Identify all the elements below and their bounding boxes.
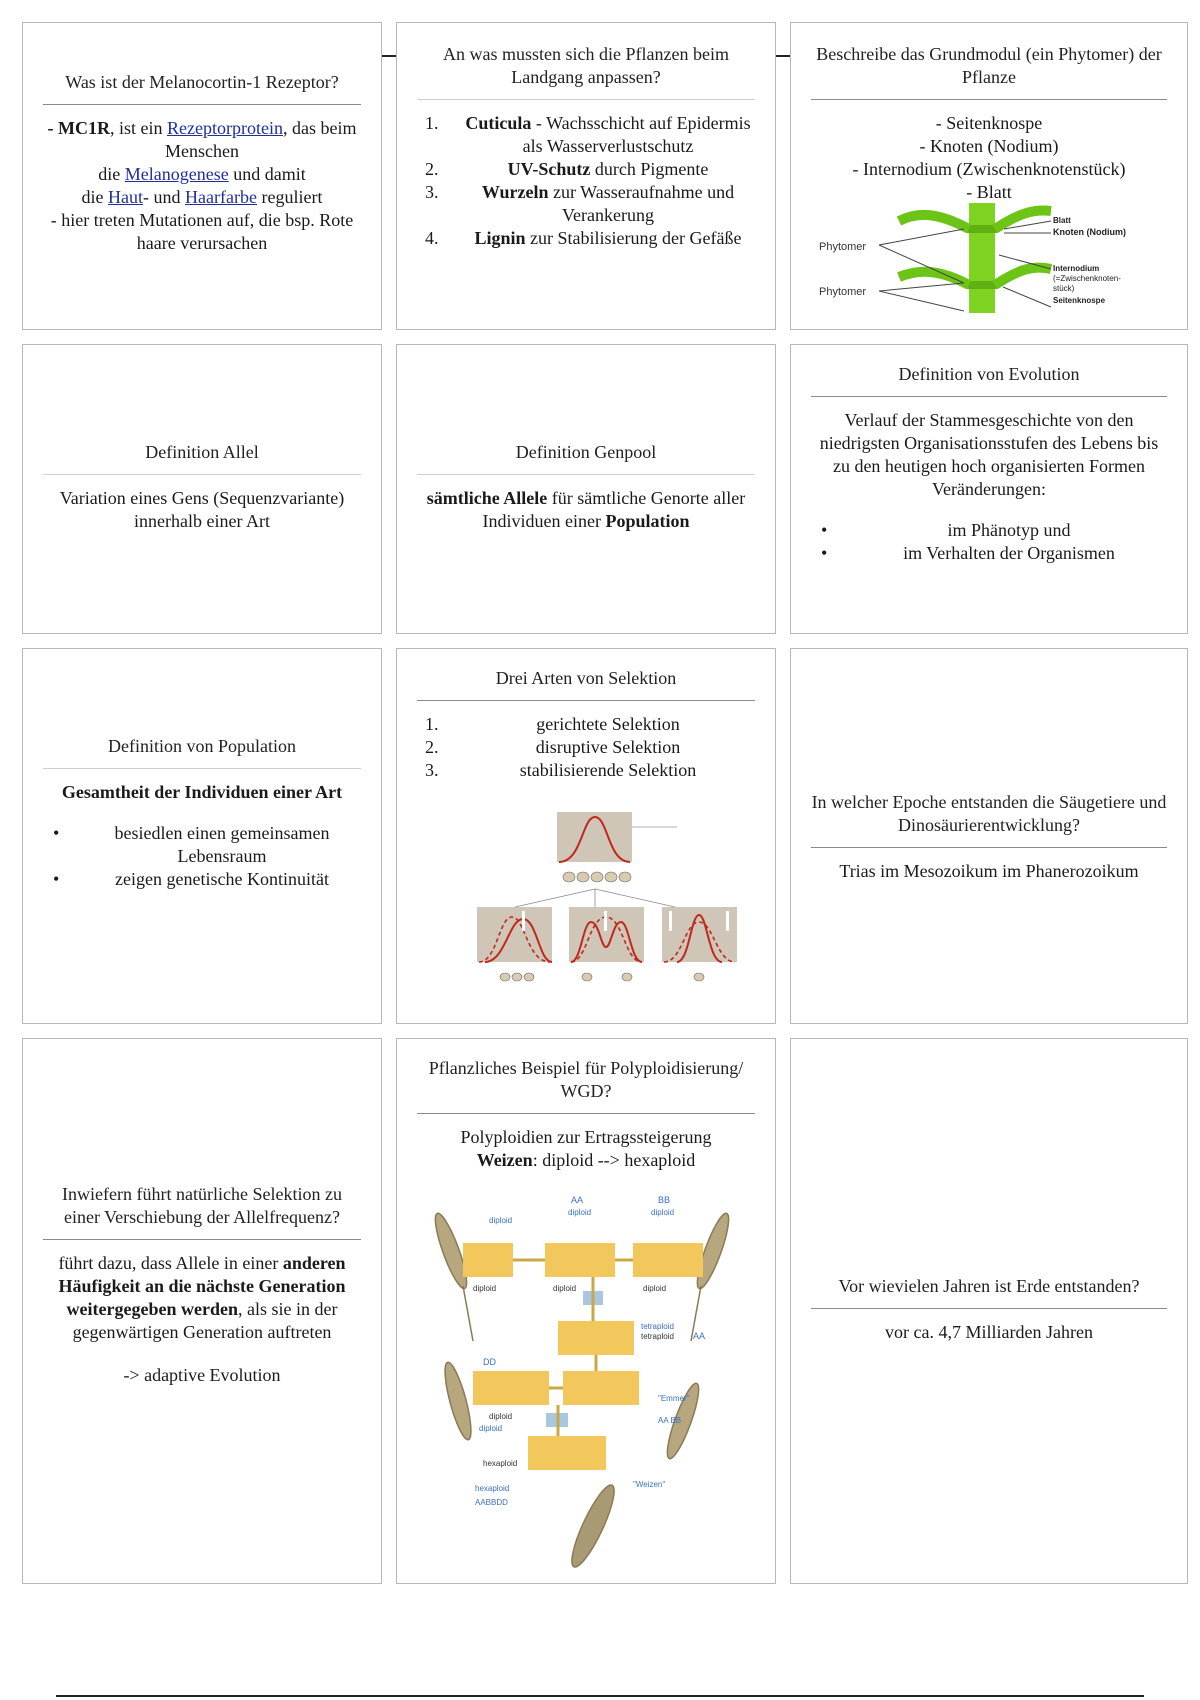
diagram-label: Knoten (Nodium)	[1053, 227, 1126, 237]
link-melanogenese[interactable]: Melanogenese	[124, 164, 229, 185]
diagram-label: DD	[483, 1357, 496, 1367]
item-text: besiedlen einen gemeinsamen Lebensraum	[114, 823, 330, 867]
species-box	[633, 1243, 703, 1277]
diagram-label: Phytomer	[819, 286, 867, 298]
answer-text: , das beim Menschen	[165, 118, 357, 162]
bullet-dot: •	[821, 543, 828, 564]
diagram-label: Blatt	[1053, 216, 1071, 225]
answer-text: führt dazu, dass Allele in einer	[58, 1253, 283, 1274]
card-divider	[43, 104, 361, 105]
mice-row	[563, 872, 631, 882]
item-text: zeigen genetische Kontinuität	[115, 869, 329, 890]
diagram-label: hexaploid	[475, 1484, 510, 1493]
item-term: Cuticula	[465, 113, 532, 134]
arrow-line	[515, 889, 595, 907]
item-text: - Wachsschicht auf Epidermis als Wasserverlustschutz	[522, 113, 751, 157]
card-allel	[22, 344, 382, 634]
selection-diagram	[477, 807, 757, 1017]
list-item	[811, 542, 1167, 565]
item-number: 4.	[425, 228, 439, 249]
answer-text: reguliert	[256, 187, 323, 208]
diagram-label: diploid	[568, 1208, 592, 1217]
card-answer	[43, 1252, 361, 1344]
card-polyploid	[396, 1038, 776, 1584]
answer-conclusion: -> adaptive Evolution	[123, 1365, 281, 1386]
list-item	[811, 519, 1167, 542]
diagram-label: (=Zwischenknoten-	[1053, 274, 1121, 283]
card-selektion	[396, 648, 776, 1024]
item-number: 2.	[425, 159, 439, 180]
diagram-label: diploid	[643, 1284, 667, 1293]
card-answer	[43, 117, 361, 255]
answer-line: - Knoten (Nodium)	[919, 136, 1059, 157]
answer-term: Population	[605, 511, 690, 532]
card-mc1r	[22, 22, 382, 330]
wheat-ear-icon	[440, 1360, 476, 1441]
diagram-label: diploid	[553, 1284, 577, 1293]
card-divider	[811, 396, 1167, 397]
item-text: zur Wasseraufnahme und Verankerung	[548, 182, 735, 226]
population-bullets	[43, 822, 361, 891]
list-item	[417, 713, 755, 736]
answer-text: die	[98, 164, 125, 185]
species-box	[563, 1371, 639, 1405]
diagram-label: hexaploid	[483, 1459, 518, 1468]
arrow-line	[595, 889, 675, 907]
card-allelfrequenz	[22, 1038, 382, 1584]
card-divider	[43, 474, 361, 475]
evolution-bullets	[811, 519, 1167, 565]
card-question: Definition von Evolution	[898, 364, 1080, 384]
answer-line	[417, 1149, 755, 1172]
diagram-label: BB	[658, 1195, 671, 1205]
term-mc1r: - MC1R	[47, 118, 110, 139]
item-text: im Phänotyp und	[947, 520, 1071, 541]
list-item	[417, 759, 755, 782]
card-divider	[417, 474, 755, 475]
answer-text: , als sie in der gegenwärtigen Generation auftreten	[72, 1299, 338, 1343]
answer-term: anderen Häufigkeit an die nächste Generation weitergegeben werden	[58, 1253, 346, 1320]
mice-row	[500, 973, 704, 981]
phytomer-diagram	[819, 203, 1159, 323]
species-box	[558, 1321, 634, 1355]
item-term: Wurzeln	[481, 182, 549, 203]
diagram-label: "Emmer"	[658, 1394, 690, 1403]
species-box	[463, 1243, 513, 1277]
wheat-polyploidy-diagram	[433, 1191, 743, 1576]
list-item	[417, 158, 755, 181]
answer-term: sämtliche Allele	[426, 488, 548, 509]
item-number: 2.	[425, 737, 439, 758]
card-divider	[417, 1113, 755, 1114]
answer-text: für sämtliche Genorte aller Individuen einer	[482, 488, 746, 532]
card-answer: Verlauf der Stammesgeschichte von den niedrigsten Organisationsstufen des Lebens bis zu den heutigen hoch organisierten Formen Veränderungen:	[819, 410, 1159, 500]
label-pointer	[1003, 287, 1051, 307]
diagram-label: diploid	[479, 1424, 503, 1433]
phytomer-pointer	[879, 245, 964, 283]
card-question: Definition Genpool	[515, 442, 657, 462]
item-number: 3.	[425, 760, 439, 781]
answer-line: - Internodium (Zwischenknotenstück)	[852, 159, 1126, 180]
card-answer: Gesamtheit der Individuen einer Art	[61, 782, 343, 803]
adaptation-list	[417, 112, 755, 250]
card-question: Vor wievielen Jahren ist Erde entstanden?	[838, 1276, 1140, 1296]
card-erde	[790, 1038, 1188, 1584]
item-number: 1.	[425, 113, 439, 134]
diagram-label: diploid	[651, 1208, 675, 1217]
answer-term: Weizen	[476, 1150, 533, 1171]
bullet-dot: •	[53, 823, 60, 844]
card-landgang	[396, 22, 776, 330]
answer-line: - Seitenknospe	[935, 113, 1043, 134]
bullet-dot: •	[53, 869, 60, 890]
card-divider	[811, 99, 1167, 100]
card-question: An was mussten sich die Pflanzen beim Landgang anpassen?	[443, 44, 729, 88]
card-divider	[811, 1308, 1167, 1309]
answer-text: - und	[143, 187, 186, 208]
answer-text: , ist ein	[110, 118, 167, 139]
card-phytomer	[790, 22, 1188, 330]
bullet-dot: •	[821, 520, 828, 541]
plant-leaf	[899, 215, 969, 229]
original-population-panel	[557, 812, 632, 862]
answer-text: - hier treten Mutationen auf, die bsp. Rote haare verursachen	[50, 210, 354, 254]
diagram-label: AA	[571, 1195, 584, 1205]
diagram-label: stück)	[1053, 284, 1075, 293]
card-answer	[417, 487, 755, 533]
diagram-label: tetraploid	[641, 1332, 674, 1341]
answer-text: die	[81, 187, 109, 208]
selection-list	[417, 713, 755, 782]
card-divider	[417, 99, 755, 100]
diagram-label: Internodium	[1053, 264, 1100, 273]
card-question: Was ist der Melanocortin-1 Rezeptor?	[65, 72, 339, 92]
item-text: gerichtete Selektion	[536, 714, 680, 735]
item-term: Lignin	[474, 228, 526, 249]
item-number: 3.	[425, 182, 439, 203]
answer-line: - Blatt	[966, 182, 1012, 203]
diagram-label: "Weizen"	[633, 1480, 666, 1489]
selection-arrow	[726, 911, 729, 931]
card-question: In welcher Epoche entstanden die Säugetiere und Dinosäurierentwicklung?	[811, 792, 1167, 836]
plant-stem	[969, 203, 995, 313]
diagram-label: Phytomer	[819, 241, 867, 253]
link-rezeptorprotein[interactable]: Rezeptorprotein	[167, 118, 283, 139]
phytomer-pointer	[879, 291, 964, 311]
link-haut[interactable]: Haut	[108, 187, 144, 208]
card-answer: Variation eines Gens (Sequenzvariante) innerhalb einer Art	[59, 488, 345, 532]
plant-leaf	[899, 272, 969, 285]
answer-text: : diploid --> hexaploid	[532, 1150, 696, 1171]
species-box	[528, 1436, 606, 1470]
card-divider	[811, 847, 1167, 848]
list-item	[417, 227, 755, 250]
answer-text: und damit	[228, 164, 306, 185]
card-answer: vor ca. 4,7 Milliarden Jahren	[885, 1322, 1093, 1343]
selection-arrow	[522, 911, 525, 931]
diagram-label: AABBDD	[475, 1498, 508, 1507]
species-box	[473, 1371, 549, 1405]
wheat-ear-icon	[565, 1481, 621, 1571]
diagram-label: AA BB	[658, 1416, 682, 1425]
item-number: 1.	[425, 714, 439, 735]
diagram-label: diploid	[489, 1412, 513, 1421]
card-saeugetiere	[790, 648, 1188, 1024]
card-answer: Trias im Mesozoikum im Phanerozoikum	[839, 861, 1139, 882]
bottom-rule-line	[56, 1695, 1144, 1697]
card-divider	[43, 768, 361, 769]
directional-panel	[477, 907, 552, 962]
selection-arrow	[604, 911, 607, 931]
card-question: Inwiefern führt natürliche Selektion zu einer Verschiebung der Allelfrequenz?	[62, 1184, 342, 1228]
card-divider	[417, 700, 755, 701]
link-haarfarbe[interactable]: Haarfarbe	[185, 187, 257, 208]
item-term: UV-Schutz	[507, 159, 591, 180]
plant-leaf	[995, 268, 1051, 285]
item-text: durch Pigmente	[590, 159, 709, 180]
diagram-label: tetraploid	[641, 1322, 674, 1331]
diagram-label: diploid	[489, 1216, 513, 1225]
item-text: zur Stabilisierung der Gefäße	[525, 228, 742, 249]
phytomer-pointer	[879, 229, 964, 245]
list-item	[43, 822, 361, 868]
card-genpool	[396, 344, 776, 634]
species-box	[545, 1243, 615, 1277]
card-question: Pflanzliches Beispiel für Polyploidisierung/ WGD?	[428, 1058, 744, 1102]
phytomer-pointer	[879, 283, 964, 291]
diagram-label: AA	[693, 1331, 706, 1341]
answer-line: Polyploidien zur Ertragssteigerung	[460, 1127, 712, 1148]
card-population	[22, 648, 382, 1024]
item-text: stabilisierende Selektion	[519, 760, 697, 781]
list-item	[417, 181, 755, 227]
diagram-label: Seitenknospe	[1053, 296, 1106, 305]
item-text: im Verhalten der Organismen	[903, 543, 1115, 564]
card-evolution	[790, 344, 1188, 634]
card-question: Beschreibe das Grundmodul (ein Phytomer) der Pflanze	[816, 44, 1162, 88]
list-item	[43, 868, 361, 891]
diagram-label: diploid	[473, 1284, 497, 1293]
item-text: disruptive Selektion	[535, 737, 681, 758]
card-divider	[43, 1239, 361, 1240]
list-item	[417, 736, 755, 759]
card-question: Drei Arten von Selektion	[495, 668, 677, 688]
list-item	[417, 112, 755, 158]
card-question: Definition von Population	[108, 736, 296, 756]
selection-arrow	[669, 911, 672, 931]
card-question: Definition Allel	[145, 442, 259, 462]
